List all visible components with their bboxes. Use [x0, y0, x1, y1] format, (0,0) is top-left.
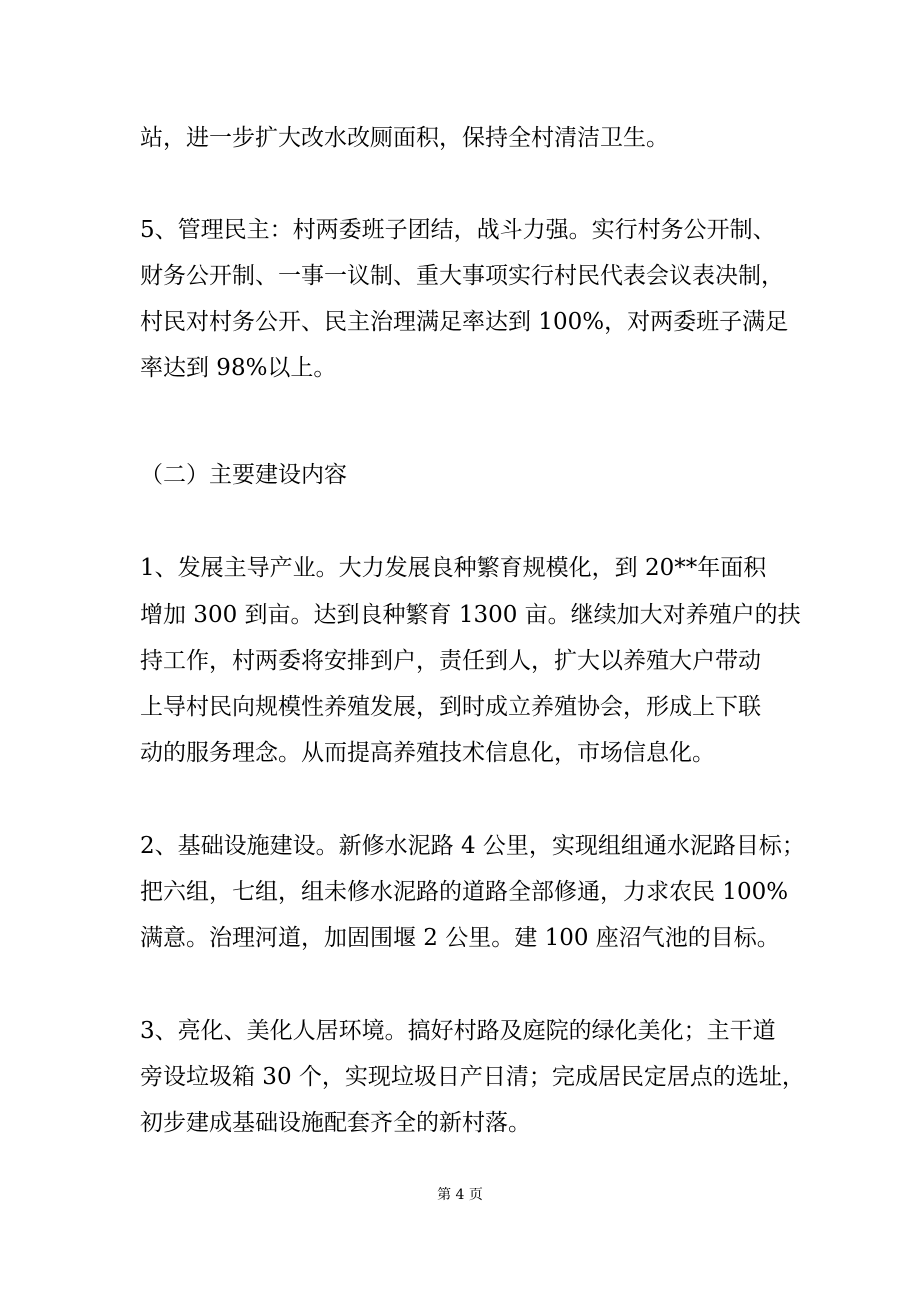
paragraph-line: 动的服务理念。从而提高养殖技术信息化，市场信息化。 — [140, 740, 715, 766]
paragraph-line: 财务公开制、一事一议制、重大事项实行村民代表会议表决制， — [140, 263, 784, 289]
paragraph-line: 1、发展主导产业。大力发展良种繁育规模化，到 20**年面积 — [140, 555, 767, 581]
paragraph-line: 上导村民向规模性养殖发展，到时成立养殖协会，形成上下联 — [140, 694, 761, 720]
paragraph-line: 站，进一步扩大改水改厕面积，保持全村清洁卫生。 — [140, 125, 669, 151]
section-heading: （二）主要建设内容 — [140, 462, 347, 488]
paragraph-line: 3、亮化、美化人居环境。搞好村路及庭院的绿化美化；主干道 — [140, 1018, 776, 1044]
page-number: 第 4 页 — [437, 1187, 483, 1203]
paragraph-line: 2、基础设施建设。新修水泥路 4 公里，实现组组通水泥路目标； — [140, 833, 805, 859]
paragraph-line: 5、管理民主：村两委班子团结，战斗力强。实行村务公开制、 — [140, 217, 776, 243]
paragraph-line: 把六组，七组，组未修水泥路的道路全部修通，力求农民 100% — [140, 879, 789, 905]
paragraph-line: 初步建成基础设施配套齐全的新村落。 — [140, 1110, 531, 1136]
paragraph-line: 率达到 98%以上。 — [140, 355, 337, 381]
paragraph-line: 村民对村务公开、民主治理满足率达到 100%，对两委班子满足 — [140, 309, 789, 335]
paragraph-line: 满意。治理河道，加固围堰 2 公里。建 100 座沼气池的目标。 — [140, 925, 780, 951]
paragraph-line: 增加 300 到亩。达到良种繁育 1300 亩。继续加大对养殖户的扶 — [140, 602, 801, 628]
paragraph-line: 旁设垃圾箱 30 个，实现垃圾日产日清；完成居民定居点的选址， — [140, 1064, 805, 1090]
paragraph-line: 持工作，村两委将安排到户，责任到人，扩大以养殖大户带动 — [140, 648, 761, 674]
